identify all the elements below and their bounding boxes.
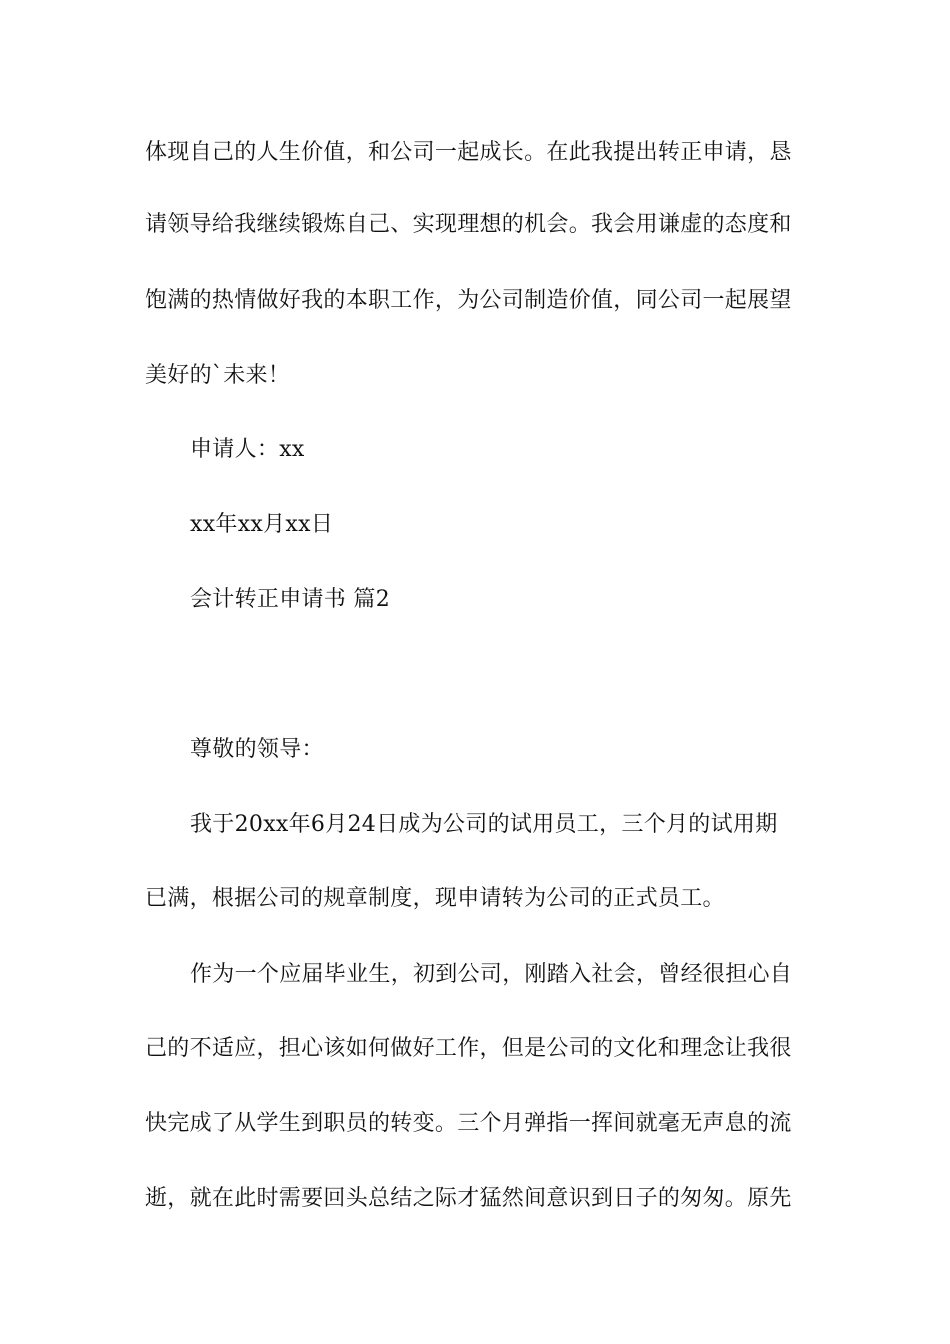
salutation: 尊敬的领导： [190,737,324,762]
paragraph-line: 己的不适应，担心该如何做好工作，但是公司的文化和理念让我很 [145,1036,792,1061]
paragraph-line: 体现自己的人生价值，和公司一起成长。在此我提出转正申请，恳 [145,140,792,165]
paragraph-line: 请领导给我继续锻炼自己、实现理想的机会。我会用谦虚的态度和 [145,212,792,237]
paragraph-line: 已满，根据公司的规章制度，现申请转为公司的正式员工。 [145,886,725,911]
paragraph-line: 饱满的热情做好我的本职工作，为公司制造价值，同公司一起展望 [145,288,792,313]
paragraph-line: 作为一个应届毕业生，初到公司，刚踏入社会，曾经很担心自 [190,962,793,987]
section-heading: 会计转正申请书 篇2 [190,587,390,612]
date-line: xx年xx月xx日 [190,512,334,537]
paragraph-line: 美好的`未来！ [145,363,291,388]
paragraph-line: 我于20xx年6月24日成为公司的试用员工，三个月的试用期 [190,812,778,837]
applicant-line: 申请人：xx [190,437,305,462]
paragraph-line: 快完成了从学生到职员的转变。三个月弹指一挥间就毫无声息的流 [145,1111,792,1136]
paragraph-line: 逝，就在此时需要回头总结之际才猛然间意识到日子的匆匆。原先 [145,1186,792,1211]
